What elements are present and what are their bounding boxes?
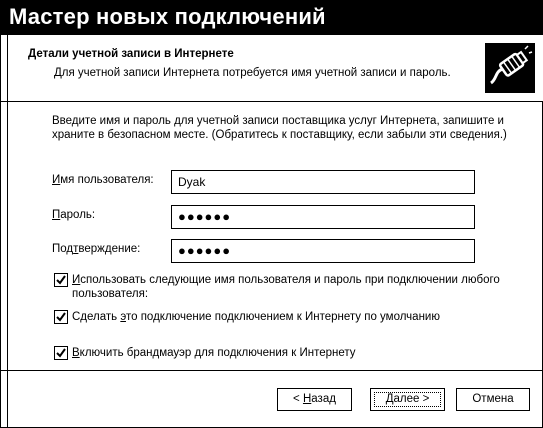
wizard-header [7,35,543,101]
default-connection-checkbox[interactable] [54,310,68,324]
checkmark-icon [55,274,67,286]
confirm-label: Подтверждение: [52,243,141,255]
intro-text: Введите имя и пароль для учетной записи поставщика услуг Интернета, запишите и храните в безопасном месте. (Обратитесь к поставщику, если забыли эти сведения.) [52,115,507,141]
back-button[interactable]: < Назад [277,388,352,411]
window-title: Мастер новых подключений [9,4,326,29]
confirm-password-input[interactable]: ●●●●●● [171,239,475,263]
title-bar[interactable] [1,1,542,35]
use-for-any-user-checkbox[interactable] [54,273,68,287]
wizard-body [7,102,543,370]
internet-connection-icon [485,43,535,93]
firewall-label[interactable]: Включить брандмауэр для подключения к Интернету [72,347,356,359]
password-label: Пароль: [52,209,96,221]
use-for-any-user-label[interactable]: Использовать следующие имя пользователя и пароль при подключении любого пользователя: [72,274,500,300]
cancel-button[interactable]: Отмена [456,388,530,411]
header-subtitle: Для учетной записи Интернета потребуется имя учетной записи и пароль. [54,67,451,79]
firewall-checkbox[interactable] [54,346,68,360]
username-input[interactable]: Dyak [171,170,475,194]
wizard-footer [7,371,543,427]
password-input[interactable]: ●●●●●● [171,205,475,229]
username-label: Имя пользователя: [52,174,154,186]
checkmark-icon [55,311,67,323]
connection-plug-icon [485,43,535,93]
default-connection-label[interactable]: Сделать это подключение подключением к Интернету по умолчанию [72,311,440,323]
header-title: Детали учетной записи в Интернете [28,48,234,60]
next-button[interactable]: Далее > [370,388,445,411]
checkmark-icon [55,347,67,359]
focus-rect [374,392,441,407]
